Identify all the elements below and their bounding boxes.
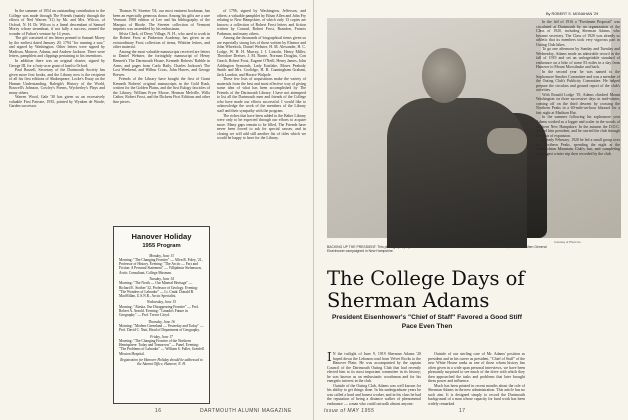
- left-column-3: [217, 9, 306, 402]
- holiday-items: Morning: "The Changing Frontier of the Northern Hemisphere: Today and Tomorrow" — Panel. Evening: "The Problems of Labrador" — William S. Fuller, Grenfell Mission Hospital.: [119, 338, 204, 356]
- paragraph: In addition there was an original charter, signed by George III, for a forty-acre grant of land to Orford.: [9, 59, 105, 68]
- right-column-b: [428, 352, 525, 407]
- left-column-1: [9, 9, 105, 402]
- byline: By ROBERT S. MONAHAN '29: [546, 12, 599, 16]
- right-folio-number: 17: [459, 408, 466, 414]
- paragraph: Friends of the Library have bought the first of Grant Kenneth Roberts' original manuscripts in the Gold Rush, written for the Golden Plains, and the first Eulogy fascicles of the Library; William Fryer Moore, Herman Melville, Willa Cather, Robert Frost, and the Dickens First Editions and other fine pieces.: [113, 77, 210, 104]
- photo-hand: [487, 128, 527, 154]
- paragraph: Outside of the Outing Club, Adams was well known for his ability to get things done. In his undergraduate years he was called a hard and honest worker, and in his class he had the reputation of being a distance walker of phenomenal endurance — a man who could outwalk almost anyone.: [327, 383, 421, 407]
- paragraph: of 1796, signed by Washington, Jefferson, and others; a valuable pamphlet by Ethan Allen and John Fry relating to New Hampshire, of which only 13 copies are known; a collection of Robert Frost letters and fiction written by Conrad, Robert Frost, Brandon, Francis Parkman, and many others.: [217, 9, 306, 36]
- holiday-items: Morning: "Modern Greenland — Yesterday and Today" — Prof. David C. Nutt, Head of Department of Geography.: [119, 323, 204, 333]
- holiday-items: Morning: "The Changing Frontier" — Allen R. Foley, '21, Professor of History. Evening: "The Arctic — Fact and Fiction: A Personal Statement" — Vilhjalmur Stefansson, Arctic Consultant, College Museum.: [119, 257, 203, 275]
- left-folio-number: 16: [155, 408, 162, 414]
- holiday-subtitle: 1955 Program: [142, 242, 181, 249]
- holiday-items: Morning: "The North — Our Mineral Heritage" — Richard E. Stoiber '32, Professor of Geology. Evening: "The Wonders of Labrador" — Lt. Cmdr. Donald B. MacMillan, U.S.N.R., Arctic Specialist.: [119, 281, 198, 299]
- photo-person-body: [387, 98, 527, 248]
- holiday-day: Tuesday, June 14: [149, 276, 174, 281]
- holiday-day: Friday, June 17: [150, 334, 173, 339]
- paragraph: Thomas W. Streeter '04, our most eminent bookman, has been an especially generous donor. Among his gifts are a rare Vermont 1908 edition of Lee and his bibliography of the Marquis of Rhode. The Streeter collection of Vermont imprints was assembled by his enthusiasm.: [113, 9, 210, 32]
- paragraph: Paul Russell, Secretary of the Dartmouth Society has given more first books, and the Library now is the recipient of all his first editions of Shakespeare, Locke's Essay on the Human Understanding, Raleigh's History of the World, Boswell's Johnson, Cowley's Poems, Wycherley's Plays and many others.: [9, 68, 105, 95]
- paragraph: These few lists of acquisitions make the variety of materials from the best and most effective way of giving some idea of what has been accomplished by The Friends of the Dartmouth Library. I have not attempted to list all the Dartmouth men and friends of the College who have made our efforts successful. I would like to acknowledge the work of the members of the Library staff and their sympathy with the program.: [217, 77, 306, 114]
- paragraph: The riches that have been added to the Baker Library were only to be expected through our efforts to acquire more. Many gaps remain to be filled, The Friends have never been forced to ask for special causes, and in closing we will add still another list of titles which we would be happy to have for the Library.: [217, 113, 306, 141]
- paragraph-text: N the twilight of June 9, 1919 Sherman Adams '20 hoped down the Lebanon road from Velvet Rocks to the Hanover Plain. He was accompanied by the captain Council of the Dartmouth Outing Club that had recently elected him to its most important committee in its history; he was known as an enthusiastic woodsman and for his energetic interest in the club.: [327, 352, 421, 384]
- holiday-day: Wednesday, June 15: [147, 300, 176, 305]
- photo-caption: BACKING UP THE PRESIDENT: This photograph, prophetic of the role of Sherman Adams '20 in the new administration, was taken when General Eisenhower campaigned in New Hampshire.: [327, 245, 547, 254]
- article-headline: The College Days of Sherman Adams: [327, 267, 525, 312]
- right-folio-issue: Issue of MAY 1955: [324, 408, 375, 414]
- drop-cap: I: [327, 350, 332, 364]
- paragraph: With Ronald Lodge '19, Adams climbed Mount Washington on three successive days in mid-winter, coming off on the third descent by crossing the Northern Peaks in a 60-mile-an-hour blizzard for a fast night at Madison Hut.: [536, 92, 620, 115]
- holiday-schedule: [119, 254, 204, 367]
- paragraph: Silvia Clark, of Derry Village, N. H., who used to work in the Robert Frost at Pinkerton Academy, has given us an extraordinary Frost collection of items, Whittier letters, and other material.: [113, 31, 210, 50]
- holiday-items: Morning: "Alaska, Our Disappearing Frontier" — Prof. Robert A. Arnold. Evening: "Canada's Future in Geography" — Prof. Trevor Lloyd.: [119, 304, 199, 318]
- paragraph: Among the thousands of biographical items given us are especially strong lots of those written by Eleanor and John Wheelock, Daniel Webster, H. M. Alexander, H. C. Lodge, W. H. H. Murray, J. I. Lincoln, Henry Miller, Theodore Dreiser, J. M. Barrie, Norman Douglas, Con Geach, Robert Frost, Eugene O'Neill, Henry James, John Addington Symonds, Lady Eastlake, Moses Peabody Smith and Mrs. Coolidge, H. R. Cunningham Graham, Jack London, and Horace Walpole.: [217, 36, 306, 77]
- paragraph: The gift consisted of ten letters penned to Samuel Morey by the earliest dated January 20, 1794 "for running a saw," and signed by Washington. Other letters were signed by Madison, Monroe, Adams, and Andrew Jackson. There were letters, pamphlets and clippings pertaining to his inventions.: [9, 36, 105, 59]
- paragraph: In the summer following his sophomore year Adams worked as a logger and scaler in the woods of northern New Hampshire. In the autumn the D.O.C. elected him president, and he carried the club through a season of expansion.: [536, 115, 620, 138]
- paragraph: In early February, 1920 he led a small group over the Northern Peaks, spending the night at the Appalachian Mountain Club's hut, and completing the longest winter trip then recorded by the club.: [536, 138, 620, 156]
- photo-person-head: [422, 48, 466, 103]
- paragraph: In the fall of 1916 a "Freshmen Proposal" was circulated at Dartmouth by an organization of the Class of 1920, including Sherman Adams, who became secretary. The Class of 1920 was already so athletic that its members took very vigorous part in Outing Club hikes.: [536, 20, 620, 47]
- paragraph: Warren Wood, Gale '30 has given us an excessively valuable First Patrone, 1935, printed by Wynken de Worde, Garden successor.: [9, 95, 105, 109]
- holiday-footer: Registration for Hanover Holiday should be addressed to the Alumni Office, Hanover, N. H.: [120, 358, 203, 367]
- paragraph: In the second year he was named to the Sophomore Smoker Committee and was a member of the Outing Club's Publicity Committee. He helped prepare the circulars and ground report of the club's activities.: [536, 70, 620, 93]
- paragraph: In the summer of 1954 an outstanding contribution to the College was made through The Friends (mainly through the efforts of Ned Warren '31) by Mr. and Mrs. Wilcox, of Oxford, N. H. Dr. Wilcox is a lineal descendant of Samuel Morey whose steamboat, if not fully a success, earned the wonder of Fulton's venture by 14 years.: [9, 9, 105, 36]
- holiday-day: Thursday, June 16: [148, 319, 175, 324]
- paragraph: Outside of our sterling care of Mr. Adams' position as president and in his career as president, "Chief of Staff" of the new White House ranks as one of those whom history has often given in a wide span personal interviews, we have been pleasantly surprised to see much of the drive with which they then approached the tasks and problems that later brought them power and influence.: [428, 352, 525, 384]
- holiday-title: Hanover Holiday: [131, 232, 192, 241]
- right-page: [314, 0, 628, 420]
- right-column-c: [536, 20, 620, 402]
- hanover-holiday-box: [113, 226, 210, 404]
- paragraph: To go one afternoon by Sunday and Tuesday and Wednesday, Adams made an admirable record in the fall of 1919 and set an unforgettable standard of endurance on a hike of some 83 miles in a day from Hanover to Mount Moosilauke and back.: [536, 47, 620, 70]
- paragraph: Among the most valuable manuscripts received are letters to Daniel Webster, the fortnightly manuscript of Henry Bennett's The Dartmouth House, Kenneth Roberts' Rabble in Arms, and pages from Carlo Baily, Charles Jackson's The Lost Weekend, and Wilbur Cross, John Hawes, and George Brewer.: [113, 49, 210, 77]
- paragraph: [327, 352, 421, 384]
- paragraph: Much has been printed in recent months about the role of Sherman Adams in the new administration. This article has no such aim. It is designed simply to record the Dartmouth background of a man whose capacity for hard work has been widely remarked.: [428, 383, 525, 407]
- left-column-2: [113, 9, 210, 221]
- holiday-day: Monday, June 13: [149, 253, 174, 258]
- photo-credit: Courtesy of Photo Co.: [554, 240, 582, 244]
- article-subhead: President Eisenhower's "Chief of Staff" Favored a Good Stiff Pace Even Then: [332, 314, 522, 330]
- right-column-a: [327, 350, 421, 407]
- left-folio-magazine: DARTMOUTH ALUMNI MAGAZINE: [200, 408, 292, 414]
